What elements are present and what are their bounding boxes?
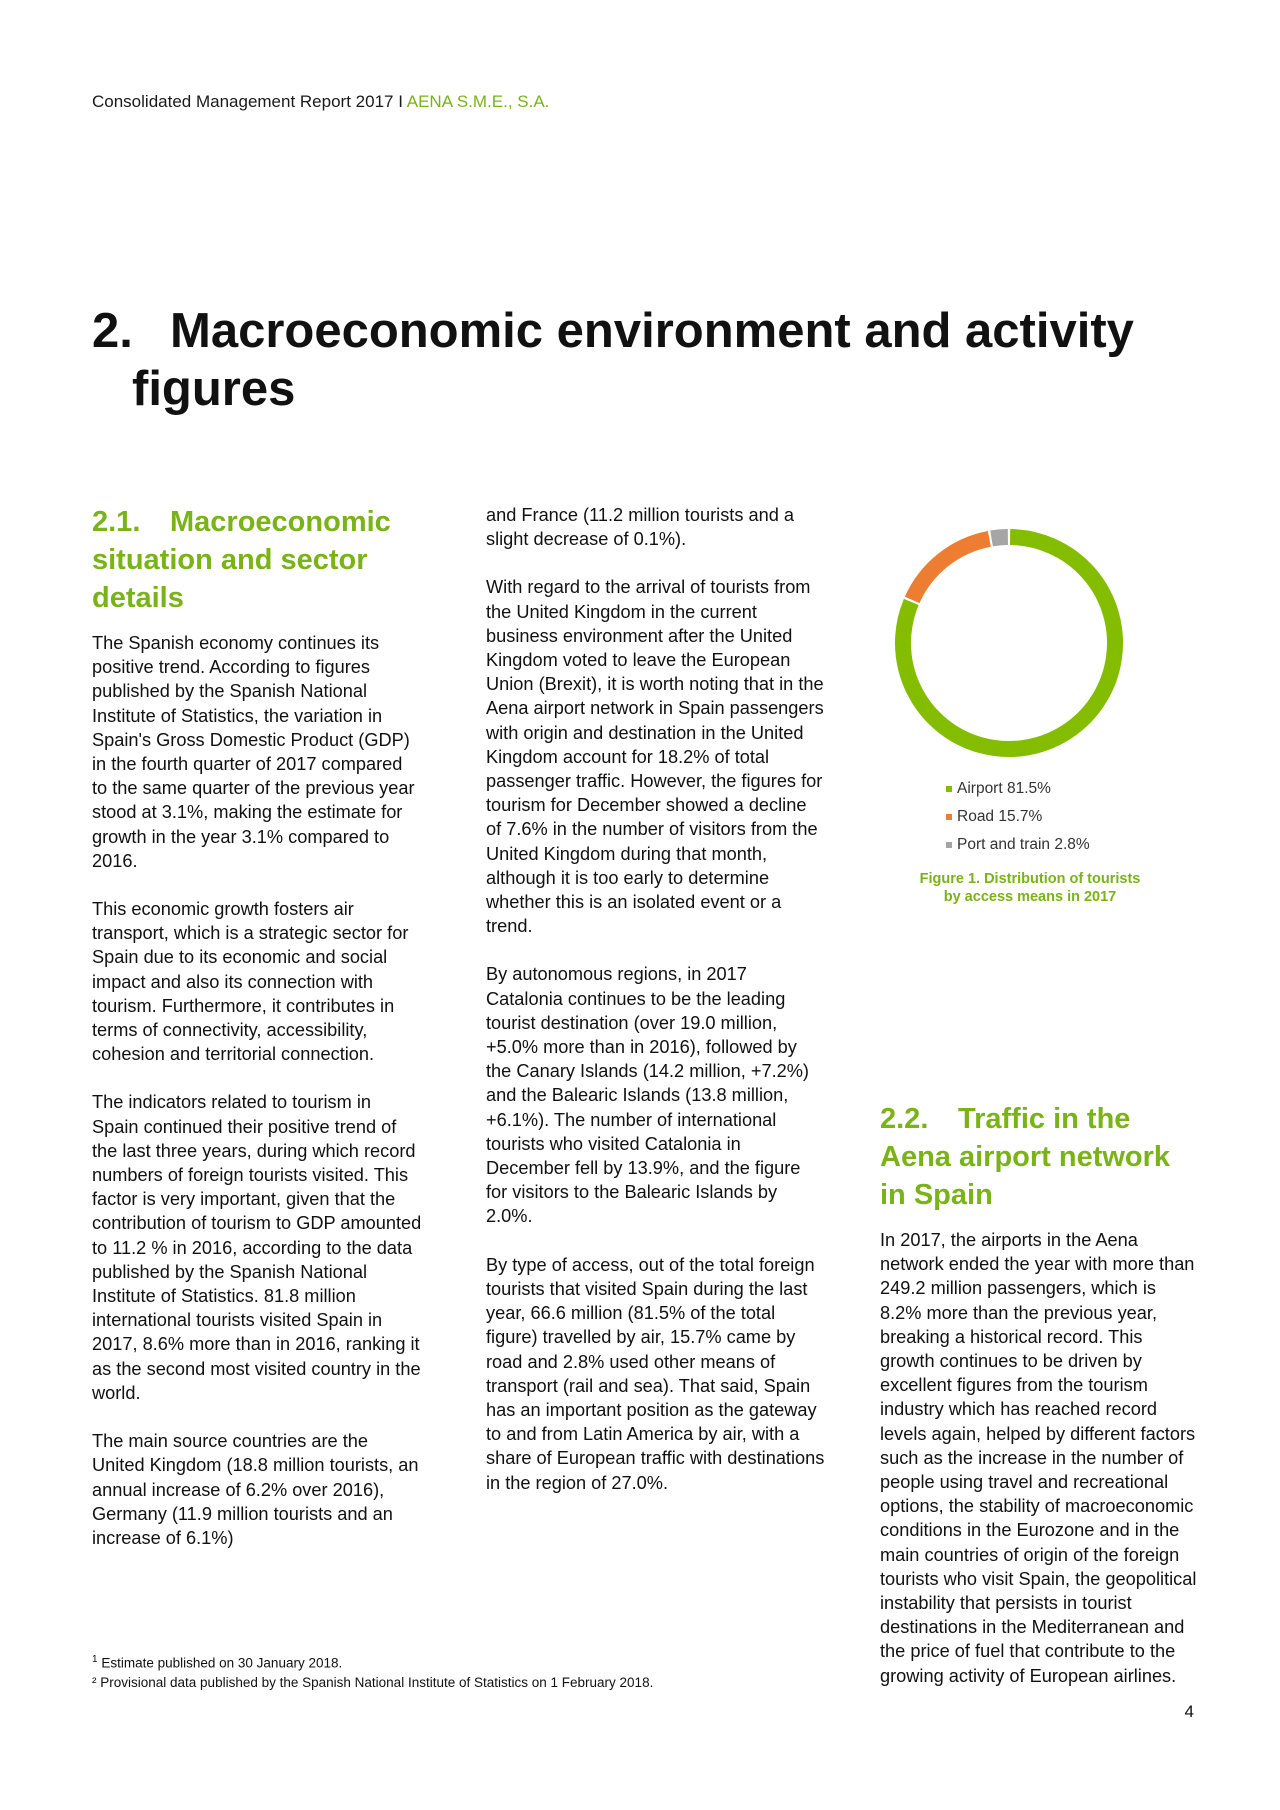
- column-1: [92, 503, 422, 1574]
- paragraph: By autonomous regions, in 2017 Catalonia continues to be the leading tourist destination (over 19.0 million, +5.0% more than in 2016), followed by the Canary Islands (14.2 million, +7.2%) and the Balearic Islands (13.8 million, +6.1%). The number of international tourists who visited Catalonia in December fell by 13.9%, and the figure for visitors to the Balearic Islands by 2.0%.: [486, 964, 809, 1227]
- page-header: [92, 92, 549, 112]
- legend-label: Airport 81.5%: [957, 780, 1051, 797]
- figure-caption-line2: by access means in 2017: [943, 889, 1117, 905]
- subsection-1-heading: [92, 503, 422, 617]
- subsection-1-number: 2.1.: [92, 506, 141, 538]
- paragraph: The Spanish economy continues its positive trend. According to figures published by the Spanish National Institute of Statistics, the variation in Spain's Gross Domestic Product (GDP) in the fourth quarter of 2017 compared to the same quarter of the previous year stood at 3.1%, making the estimate for growth in the year 3.1% compared to 2016.: [92, 633, 415, 871]
- legend-item-airport: [946, 775, 1090, 803]
- donut-segment-port-train: [992, 537, 1008, 538]
- page-number: 4: [1184, 1702, 1194, 1721]
- column-3: [880, 1100, 1200, 1712]
- column-2: [486, 503, 826, 1519]
- paragraph: The main source countries are the United Kingdom (18.8 million tourists, an annual increase of 6.2% over 2016), Germany (11.9 million tourists and an increase of 6.1%): [92, 1431, 419, 1548]
- footnote-1-text: Estimate published on 30 January 2018.: [101, 1655, 343, 1671]
- legend-label: Port and train 2.8%: [957, 836, 1090, 853]
- legend-item-port-train: [946, 831, 1090, 859]
- legend-swatch: [946, 786, 952, 792]
- subsection-2-number: 2.2.: [880, 1103, 929, 1135]
- section-title-line1: Macroeconomic environment and activity: [170, 304, 1134, 358]
- paragraph: By type of access, out of the total foreign tourists that visited Spain during the last year, 66.6 million (81.5% of the total figure) travelled by air, 15.7% came by road and 2.8% used other means of transport (rail and sea). That said, Spain has an important position as the gateway to and from Latin America by air, with a share of European traffic with destinations in the region of 27.0%.: [486, 1254, 825, 1493]
- footnote-2: ² Provisional data published by the Spanish National Institute of Statistics on 1 February 2018.: [92, 1674, 654, 1690]
- paragraph: This economic growth fosters air transport, which is a strategic sector for Spain due to its economic and social impact and also its connection with tourism. Furthermore, it contributes in terms of connectivity, accessibility, cohesion and territorial connection.: [92, 899, 409, 1065]
- chart-legend: [946, 775, 1090, 859]
- section-heading: [92, 302, 1152, 418]
- paragraph: In 2017, the airports in the Aena network ended the year with more than 249.2 million passengers, which is 8.2% more than the previous year, breaking a historical record. This growth continues to be driven by excellent figures from the tourism industry which has reached record levels again, helped by different factors such as the increase in the number of people using travel and recreational options, the stability of macroeconomic conditions in the Eurozone and in the main countries of origin of the foreign tourists who visit Spain, the geopolitical instability that persists in tourist destinations in the Mediterranean and the price of fuel that contribute to the growing activity of European airlines.: [880, 1230, 1197, 1686]
- footnote-1: [92, 1650, 653, 1673]
- footnotes: [92, 1650, 653, 1692]
- figure-caption: [880, 870, 1180, 906]
- figure-caption-line1: Figure 1. Distribution of tourists: [919, 871, 1141, 887]
- legend-swatch: [946, 814, 952, 820]
- paragraph: The indicators related to tourism in Spain continued their positive trend of the last three years, during which record numbers of foreign tourists visited. This factor is very important, given that the contribution of tourism to GDP amounted to 11.2 % in 2016, according to the data published by the Spanish National Institute of Statistics. 81.8 million international tourists visited Spain in 2017, 8.6% more than in 2016, ranking it as the second most visited country in the world.: [92, 1092, 422, 1403]
- legend-swatch: [946, 842, 952, 848]
- donut-segment-road: [912, 539, 989, 600]
- subsection-2-heading: [880, 1100, 1200, 1214]
- paragraph: and France (11.2 million tourists and a slight decrease of 0.1%).: [486, 505, 794, 550]
- footnote-1-marker: 1: [92, 1654, 98, 1665]
- legend-item-road: [946, 803, 1090, 831]
- company-name: AENA S.M.E., S.A.: [406, 92, 550, 111]
- subsection-1-title: Macroeconomic situation and sector details: [92, 506, 391, 614]
- section-number: 2.: [92, 304, 133, 358]
- report-title: Consolidated Management Report 2017 I: [92, 92, 403, 111]
- legend-label: Road 15.7%: [957, 808, 1043, 825]
- donut-chart-svg: [880, 520, 1180, 770]
- subsection-2-title: Traffic in the Aena airport network in Spain: [880, 1103, 1171, 1211]
- section-title-line2: figures: [132, 362, 296, 416]
- paragraph: With regard to the arrival of tourists from the United Kingdom in the current business environment after the United Kingdom voted to leave the European Union (Brexit), it is worth noting that in the Aena airport network in Spain passengers with origin and destination in the United Kingdom account for 18.2% of total passenger traffic. However, the figures for tourism for December showed a decline of 7.6% in the number of visitors from the United Kingdom during that month, although it is too early to determine whether this is an isolated event or a trend.: [486, 577, 824, 937]
